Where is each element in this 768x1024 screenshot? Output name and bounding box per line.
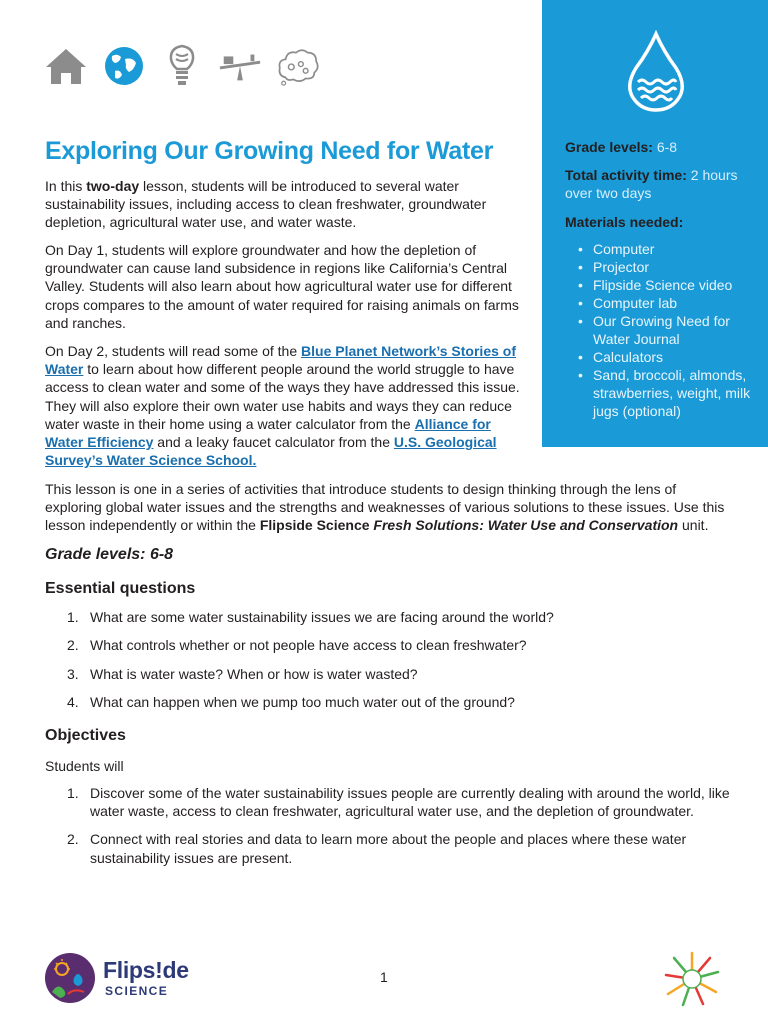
seesaw-icon <box>218 44 262 88</box>
question-item-text: What are some water sustainability issues we are facing around the world? <box>90 609 554 625</box>
materials-item: • Calculators <box>578 348 763 366</box>
grade-value: 6-8 <box>656 139 678 155</box>
materials-item: • Projector <box>578 258 763 276</box>
brainstorm-cloud-icon <box>276 44 320 88</box>
series-text: This lesson is one in a series of activities that introduce students to design thinking through the lens of exploring global water issues and the strengths and weaknesses of various solutions to these issues. Use this lesson independently or within the <box>45 481 725 534</box>
time-value: 2 hours over two days <box>565 167 738 201</box>
materials-label: Materials needed: <box>565 214 684 230</box>
question-item <box>45 665 735 683</box>
flipside-logo-emblem-icon <box>44 952 96 1004</box>
day2-text-end: and a leaky faucet calculator from the <box>153 434 394 451</box>
series-unit-name: Fresh Solutions: Water Use and Conservation <box>373 517 679 534</box>
house-icon <box>44 44 88 88</box>
header-icons <box>44 44 320 88</box>
intro-bold: two-day <box>86 178 140 194</box>
materials-list <box>578 240 763 420</box>
objective-item-text: Discover some of the water sustainability issues people are currently dealing with around the world, like water waste, access to clean freshwater, agricultural water use, and the depletion of groundwater. <box>90 785 730 820</box>
essential-questions-list <box>45 608 735 722</box>
materials-item: • Sand, broccoli, almonds, strawberries, weight, milk jugs (optional) <box>578 366 763 420</box>
time-label: Total activity time: <box>565 167 687 183</box>
intro-paragraph <box>45 177 515 232</box>
question-item-text: What controls whether or not people have access to clean freshwater? <box>90 637 527 654</box>
series-paragraph <box>45 480 735 535</box>
objective-item <box>45 784 735 820</box>
question-item-number: 3. <box>67 665 79 682</box>
students-will-text: Students will <box>45 758 124 774</box>
page-number: 1 <box>380 969 388 985</box>
question-item-number: 4. <box>67 694 79 711</box>
essential-questions-heading: Essential questions <box>45 580 196 597</box>
question-item <box>45 608 735 626</box>
logo-subtitle: SCIENCE <box>105 984 169 998</box>
sunburst-logo-icon <box>663 950 721 1008</box>
materials-item: • Our Growing Need for Water Journal <box>578 312 763 348</box>
day2-paragraph <box>45 342 523 469</box>
alliance-water-efficiency-link[interactable]: Alliance for Water Efficiency <box>45 415 491 451</box>
day2-text-mid: to learn about how different people around the world struggle to have access to clean water and some of the ways they have addressed this issue. They will also explore their own water use habits and ways they can reduce water waste in their home using a water calculator from the <box>45 361 520 432</box>
usgs-water-science-link[interactable]: U.S. Geological Survey’s Water Science School. <box>45 434 497 469</box>
question-item <box>45 693 735 711</box>
materials-item: • Flipside Science video <box>578 276 763 294</box>
series-bold: Flipside Science <box>259 517 374 534</box>
question-item-number: 2. <box>67 637 79 654</box>
question-item-text: What is water waste? When or how is water wasted? <box>90 665 418 682</box>
grade-label: Grade levels: <box>565 139 653 155</box>
logo-wordmark: Flips!de <box>103 957 189 983</box>
water-drop-icon <box>624 30 688 114</box>
lightbulb-icon <box>160 44 204 88</box>
materials-item: • Computer <box>578 240 763 258</box>
objective-item-text: Connect with real stories and data to learn more about the people and places where these water sustainability issues are present. <box>90 831 687 866</box>
sidebar-grade-levels <box>565 138 677 156</box>
objective-item-number: 2. <box>67 831 79 848</box>
grade-levels-heading: Grade levels: 6-8 <box>45 546 174 563</box>
intro-text-rest: lesson, students will be introduced to several water sustainability issues, including access to clean freshwater, groundwater depletion, agricultural water use, and water waste. <box>45 178 487 231</box>
globe-icon <box>102 44 146 88</box>
question-item <box>45 636 735 654</box>
objectives-heading: Objectives <box>45 727 126 744</box>
question-item-number: 1. <box>67 609 79 625</box>
objective-item <box>45 830 735 866</box>
day2-text: On Day 2, students will read some of the <box>45 343 302 359</box>
materials-item: • Computer lab <box>578 294 763 312</box>
page-title: Exploring Our Growing Need for Water <box>45 137 494 165</box>
question-item-text: What can happen when we pump too much water out of the ground? <box>90 694 515 711</box>
intro-text: In this <box>45 178 87 194</box>
sidebar-activity-time <box>565 166 745 202</box>
sidebar-materials-heading <box>565 213 683 231</box>
objective-item-number: 1. <box>67 785 79 801</box>
day1-paragraph: On Day 1, students will explore groundwater and how the depletion of groundwater can cause land subsidence in regions like California’s Central Valley. Students will also learn about how agricultural water use for different crops compares to the amount of water required for raising animals on farms and ranches. <box>45 242 519 331</box>
blue-planet-stories-link[interactable]: Blue Planet Network’s Stories of Water <box>45 343 516 378</box>
series-text-end: unit. <box>678 517 709 534</box>
objectives-list <box>45 784 735 877</box>
flipside-science-logo <box>44 952 189 1004</box>
